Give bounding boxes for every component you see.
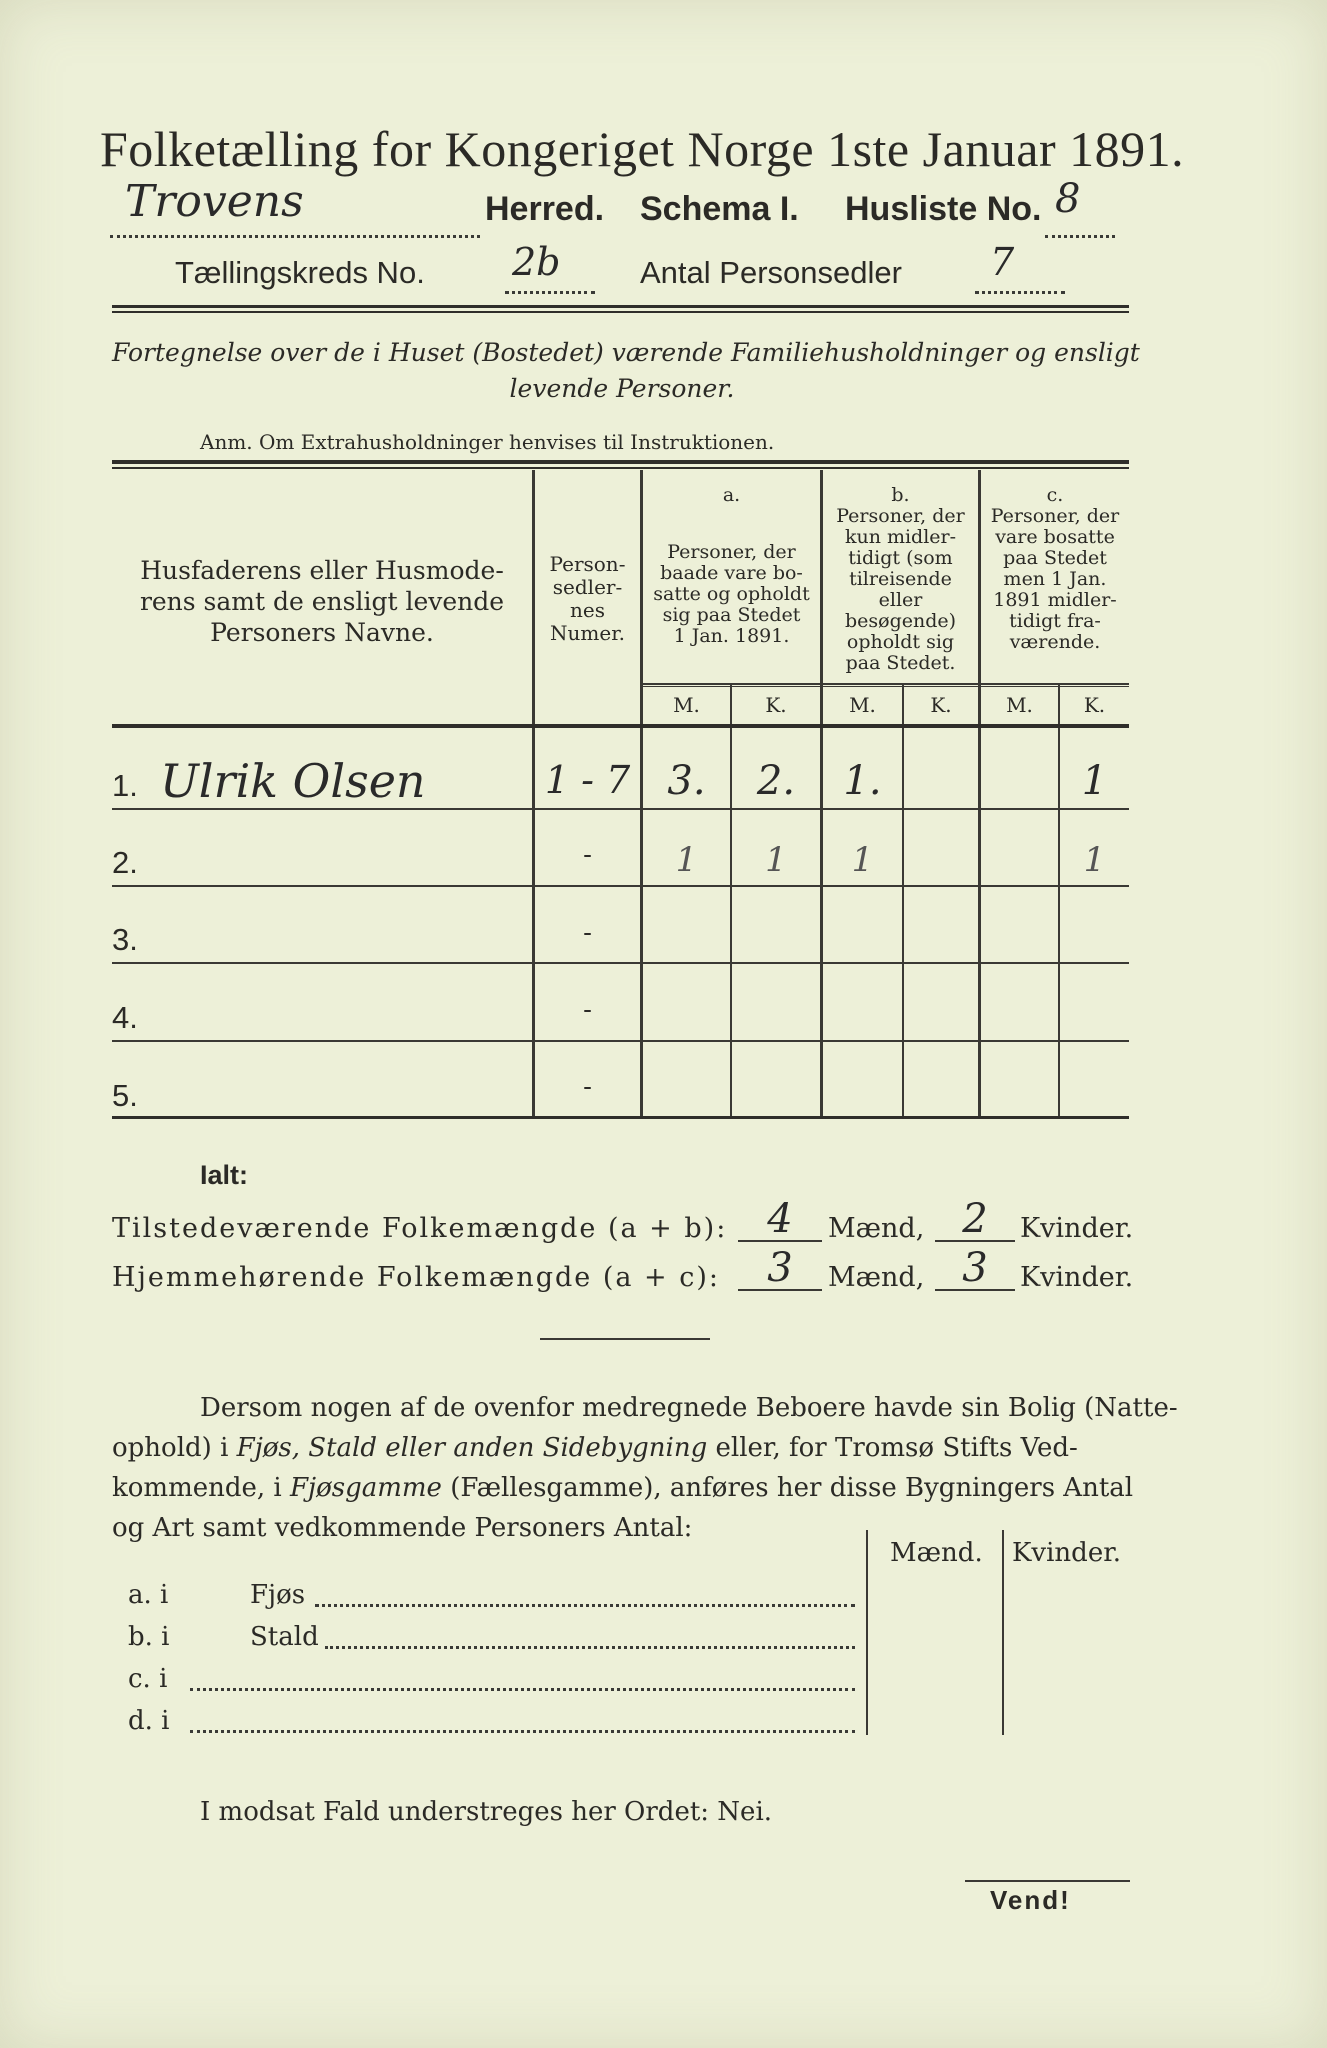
building-b-name: Stald: [250, 1622, 319, 1652]
row-5-num: -: [583, 1072, 592, 1102]
hjemme-k-value: 3: [962, 1245, 988, 1291]
row-5-number: 5.: [112, 1078, 138, 1113]
row-1-b-m: 1.: [843, 758, 882, 804]
tilstede-m-value: 4: [767, 1196, 793, 1242]
table-top-rule: [112, 460, 1129, 464]
col-b-line5: eller: [878, 589, 923, 611]
name-col-line3: Personers Navne.: [210, 618, 434, 647]
col-c-line3: paa Stedet: [1003, 547, 1107, 569]
num-col-line1: Person-: [549, 552, 626, 576]
tilstede-maend-label: Mænd,: [828, 1213, 925, 1244]
antal-value: 7: [990, 240, 1015, 284]
col-a-line4: sig paa Stedet: [662, 604, 801, 626]
row-line-4: [112, 1040, 1129, 1042]
buildings-kvinder-header: Kvinder.: [1012, 1538, 1122, 1568]
row-line-3: [112, 962, 1129, 964]
row-line-1: [112, 808, 1129, 810]
row-1-num: 1 - 7: [544, 758, 631, 802]
num-col-line2: sedler-: [552, 575, 623, 599]
col-c-line7: værende.: [1009, 631, 1101, 653]
row-4-number: 4.: [112, 1000, 138, 1035]
row-2-a-m: 1: [675, 840, 698, 880]
row-2-num: -: [583, 840, 592, 870]
building-c-dotline: [190, 1684, 855, 1691]
herred-label: Herred.: [485, 190, 605, 228]
building-a-label: a. i: [128, 1580, 169, 1610]
para-line2a: ophold) i: [112, 1433, 237, 1463]
row-4-num: -: [583, 995, 592, 1025]
row-line-2: [112, 885, 1129, 887]
header-rule-bottom: [112, 311, 1129, 313]
vend-rule: [965, 1880, 1130, 1882]
para-line4: og Art samt vedkommende Personers Antal:: [112, 1513, 693, 1543]
col-b-line7: opholdt sig: [846, 631, 955, 653]
col-b-line8: paa Stedet.: [845, 652, 956, 674]
vend-label: Vend!: [990, 1885, 1071, 1915]
kreds-value: 2b: [512, 240, 561, 284]
col-c-line1: Personer, der: [990, 505, 1120, 527]
table-top-rule2: [112, 467, 1129, 469]
husliste-dotline: [1045, 225, 1115, 238]
antal-label: Antal Personsedler: [640, 255, 902, 290]
building-c-label: c. i: [128, 1664, 168, 1694]
col-c-line5: 1891 midler-: [993, 589, 1117, 611]
table-bottom-rule: [112, 1116, 1129, 1119]
buildings-maend-header: Mænd.: [890, 1538, 983, 1568]
col-b-line4: tilreisende: [849, 568, 952, 590]
header-bottom-rule: [112, 724, 1129, 728]
para-line1: Dersom nogen af de ovenfor medregnede Beboere havde sin Bolig (Natte-: [200, 1393, 1178, 1423]
schema-label: Schema I.: [640, 190, 799, 228]
hjemme-kvinder-label: Kvinder.: [1020, 1262, 1134, 1293]
abc-sub-rule2: [640, 686, 1129, 687]
hjemme-maend-label: Mænd,: [828, 1262, 925, 1293]
building-d-dotline: [190, 1726, 855, 1733]
row-1-a-m: 3.: [667, 758, 706, 804]
b-m-label: M.: [849, 693, 876, 717]
intro-line2: levende Personer.: [509, 374, 735, 403]
header-rule-top: [112, 305, 1129, 308]
para-line3a: kommende, i: [112, 1473, 290, 1503]
col-c-line2: vare bosatte: [995, 526, 1115, 548]
col-c-line6: tidigt fra-: [1009, 610, 1101, 632]
para-line2c: eller, for Tromsø Stifts Ved-: [707, 1433, 1078, 1463]
num-col-line4: Numer.: [550, 621, 625, 645]
col-a-line3: satte og opholdt: [653, 583, 810, 605]
c-m-label: M.: [1006, 693, 1033, 717]
abc-sub-rule: [640, 683, 1129, 685]
kreds-label: Tællingskreds No.: [175, 255, 425, 290]
col-a-letter: a.: [722, 484, 741, 506]
col-a-header: [643, 485, 820, 647]
row-3-num: -: [583, 918, 592, 948]
tilstede-kvinder-label: Kvinder.: [1020, 1213, 1134, 1244]
buildings-col-line-2: [1002, 1530, 1004, 1735]
col-c-header: [981, 485, 1129, 653]
col-a-line2: baade vare bo-: [660, 562, 803, 584]
building-d-label: d. i: [128, 1706, 170, 1736]
col-c-letter: c.: [1046, 484, 1064, 506]
building-b-label: b. i: [128, 1622, 170, 1652]
col-line-a-mk: [730, 685, 732, 1118]
num-col-header: [535, 553, 640, 645]
c-k-label: K.: [1083, 693, 1106, 717]
buildings-paragraph: [112, 1388, 1178, 1548]
row-1-a-k: 2.: [756, 758, 796, 804]
col-a-line1: Personer, der: [667, 541, 796, 563]
num-col-line3: nes: [570, 598, 605, 622]
para-line3c: (Fællesgamme), anføres her disse Bygningers Antal: [441, 1473, 1134, 1503]
name-col-line2: rens samt de ensligt levende: [139, 587, 505, 616]
hjemme-label: Hjemmehørende Folkemængde (a + c):: [112, 1262, 720, 1293]
para-line3: [112, 1468, 1132, 1508]
building-b-dotline: [325, 1642, 855, 1649]
ialt-label: Ialt:: [200, 1160, 249, 1190]
col-b-line2: kun midler-: [844, 526, 957, 548]
kreds-dotline: [505, 285, 595, 294]
husliste-value: 8: [1055, 176, 1081, 222]
row-1-c-k: 1: [1081, 758, 1108, 804]
para-line2: [112, 1428, 1132, 1468]
antal-dotline: [975, 285, 1065, 294]
name-col-line1: Husfaderens eller Husmode-: [140, 556, 504, 585]
col-a-line5: 1 Jan. 1891.: [673, 625, 790, 647]
name-col-header: [112, 555, 532, 648]
a-k-label: K.: [765, 693, 787, 717]
row-2-c-k: 1: [1083, 840, 1106, 880]
form-title: Folketælling for Kongeriget Norge 1ste Januar 1891.: [100, 121, 1185, 177]
col-b-line3: tidigt (som: [848, 547, 953, 569]
row-2-b-m: 1: [851, 840, 874, 880]
col-b-line6: besøgende): [844, 610, 957, 632]
col-line-c-mk: [1058, 685, 1060, 1118]
col-line-b-mk: [902, 685, 904, 1118]
col-b-line1: Personer, der: [836, 505, 965, 527]
a-m-label: M.: [673, 693, 700, 717]
para-line3b: Fjøsgamme: [290, 1473, 442, 1503]
tilstede-label: Tilstedeværende Folkemængde (a + b):: [112, 1213, 728, 1244]
row-2-number: 2.: [112, 845, 138, 880]
b-k-label: K.: [930, 693, 952, 717]
row-3-number: 3.: [112, 922, 138, 957]
row-1-number: 1.: [112, 768, 138, 803]
intro-line1: Fortegnelse over de i Huset (Bostedet) værende Familiehusholdninger og ensligt: [112, 338, 1140, 367]
building-a-name: Fjøs: [250, 1580, 306, 1610]
col-c-line4: men 1 Jan.: [1003, 568, 1107, 590]
anm-note: Anm. Om Extrahusholdninger henvises til Instruktionen.: [200, 430, 775, 454]
buildings-col-line-1: [866, 1530, 868, 1735]
husliste-label: Husliste No.: [845, 190, 1042, 228]
row-2-a-k: 1: [765, 840, 787, 880]
row-1-name: Ulrik Olsen: [160, 754, 426, 808]
nei-line: I modsat Fald understreges her Ordet: Nei.: [200, 1797, 773, 1827]
col-b-header: [823, 485, 978, 674]
tilstede-k-value: 2: [962, 1196, 988, 1242]
para-line2b: Fjøs, Stald eller anden Sidebygning: [236, 1433, 708, 1463]
col-b-letter: b.: [891, 484, 910, 506]
section-separator: [540, 1338, 710, 1340]
building-a-dotline: [315, 1600, 855, 1607]
hjemme-m-value: 3: [767, 1245, 793, 1291]
herred-value: Trovens: [125, 176, 304, 227]
